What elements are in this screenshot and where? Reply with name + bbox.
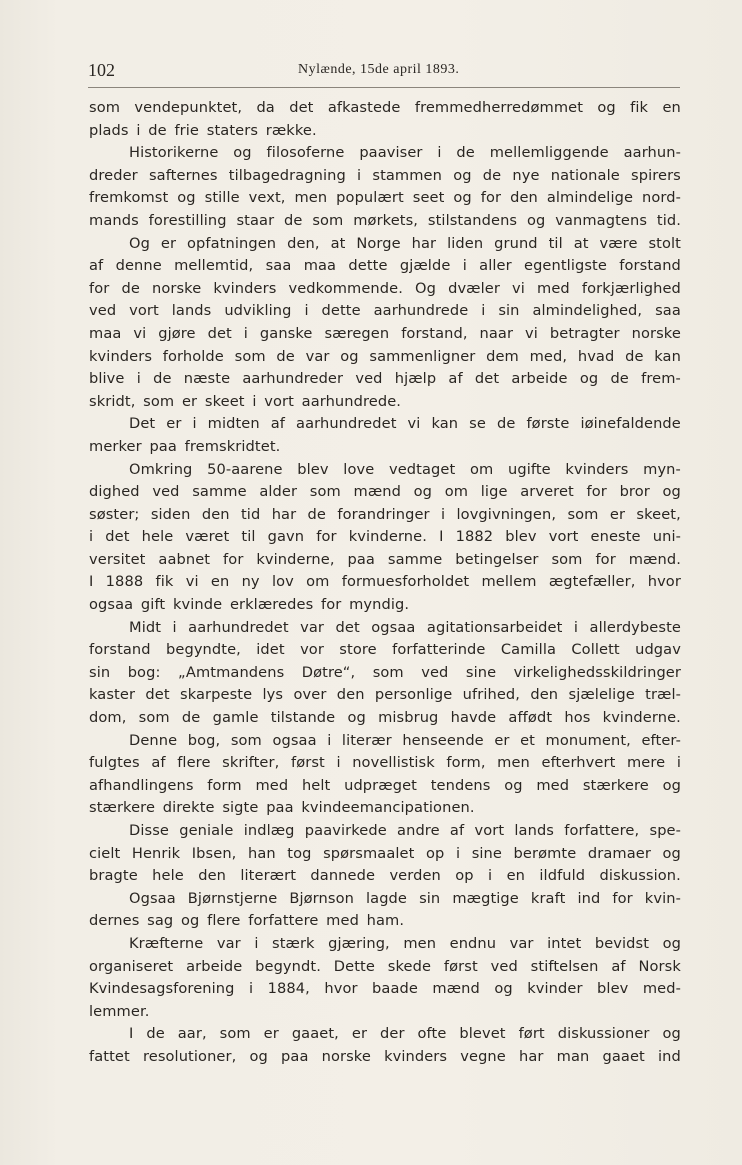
text-line: Omkring 50-aarene blev love vedtaget om ugifte kvinders myn- — [129, 460, 681, 478]
text-line: som vendepunktet, da det afkastede fremmedherredømmet og fik en — [89, 99, 681, 116]
page-number: 102 — [88, 60, 115, 80]
text-line: søster; siden den tid har de forandringer i lovgivningen, som er skeet, — [89, 505, 681, 523]
text-line: fulgtes af flere skrifter, først i novellistisk form, men efterhvert mere i — [89, 754, 681, 772]
text-line: maa vi gjøre det i ganske særegen forstand, naar vi betragter norske — [89, 324, 681, 342]
text-line: dighed ved samme alder som mænd og om lige arveret for bror og — [89, 483, 681, 501]
text-line: afhandlingens form med helt udpræget tendens og med stærkere og — [89, 776, 681, 794]
text-line: cielt Henrik Ibsen, han tog spørsmaalet op i sine berømte dramaer og — [89, 844, 681, 862]
text-line: kaster det skarpeste lys over den personlige ufrihed, den sjælelige træl- — [89, 686, 681, 704]
text-line: stærkere direkte sigte paa kvindeemancipationen. — [89, 799, 475, 817]
text-line: Det er i midten af aarhundredet vi kan se de første iøinefaldende — [129, 415, 681, 433]
text-line: Midt i aarhundredet var det ogsaa agitationsarbeidet i allerdybeste — [129, 618, 681, 636]
text-line: fattet resolutioner, og paa norske kvinders vegne har man gaaet ind — [89, 1047, 681, 1065]
text-line: for de norske kvinders vedkommende. Og dvæler vi med forkjærlighed — [89, 279, 681, 297]
text-line: fremkomst og stille vext, men populært seet og for den almindelige nord- — [89, 189, 681, 207]
text-line: bragte hele den literært dannede verden op i en ildfuld diskussion. — [89, 867, 681, 885]
text-line: versitet aabnet for kvinderne, paa samme betingelser som for mænd. — [89, 550, 681, 568]
body-text — [89, 97, 681, 1069]
text-line: dom, som de gamle tilstande og misbrug havde affødt hos kvinderne. — [89, 709, 681, 727]
running-head: Nylænde, 15de april 1893. — [298, 62, 460, 77]
text-line: Denne bog, som ogsaa i literær henseende er et monument, efter- — [129, 731, 681, 749]
text-line: ogsaa gift kvinde erklæredes for myndig. — [89, 596, 410, 614]
text-line: Historikerne og filosoferne paaviser i de mellemliggende aarhun- — [129, 144, 681, 162]
page-header — [88, 60, 680, 84]
header-rule — [88, 87, 680, 88]
text-line: plads i de frie staters række. — [89, 121, 317, 139]
text-line: Kræfterne var i stærk gjæring, men endnu var intet bevidst og — [129, 934, 681, 952]
text-line: mands forestilling staar de som mørkets, stilstandens og vanmagtens tid. — [89, 211, 681, 229]
text-line: blive i de næste aarhundreder ved hjælp af det arbeide og de frem- — [89, 370, 681, 388]
text-line: forstand begyndte, idet vor store forfatterinde Camilla Collett udgav — [89, 641, 681, 659]
text-line: sin bog: „Amtmandens Døtre“, som ved sine virkelighedsskildringer — [89, 663, 681, 681]
text-line: dernes sag og flere forfattere med ham. — [89, 912, 405, 930]
text-line: ved vort lands udvikling i dette aarhundrede i sin almindelighed, saa — [89, 302, 681, 320]
text-line: dreder safternes tilbagedragning i stammen og de nye nationale spirers — [89, 166, 681, 184]
text-line: kvinders forholde som de var og sammenligner dem med, hvad de kan — [89, 347, 681, 365]
text-line: lemmer. — [89, 1002, 150, 1020]
text-line: skridt, som er skeet i vort aarhundrede. — [89, 392, 402, 410]
text-line: I 1888 fik vi en ny lov om formuesforholdet mellem ægtefæller, hvor — [89, 573, 681, 591]
text-line: i det hele været til gavn for kvinderne. I 1882 blev vort eneste uni- — [89, 528, 681, 546]
text-line: organiseret arbeide begyndt. Dette skede først ved stiftelsen af Norsk — [89, 957, 681, 975]
text-line: Kvindesagsforening i 1884, hvor baade mænd og kvinder blev med- — [89, 980, 681, 998]
text-line: merker paa fremskridtet. — [89, 437, 281, 455]
text-line: Disse geniale indlæg paavirkede andre af vort lands forfattere, spe- — [129, 822, 681, 839]
text-line: Og er opfatningen den, at Norge har liden grund til at være stolt — [129, 234, 681, 252]
text-line: af denne mellemtid, saa maa dette gjælde i aller egentligste forstand — [89, 257, 681, 275]
text-line: I de aar, som er gaaet, er der ofte blevet ført diskussioner og — [129, 1025, 681, 1043]
text-line: Ogsaa Bjørnstjerne Bjørnson lagde sin mægtige kraft ind for kvin- — [129, 889, 681, 907]
